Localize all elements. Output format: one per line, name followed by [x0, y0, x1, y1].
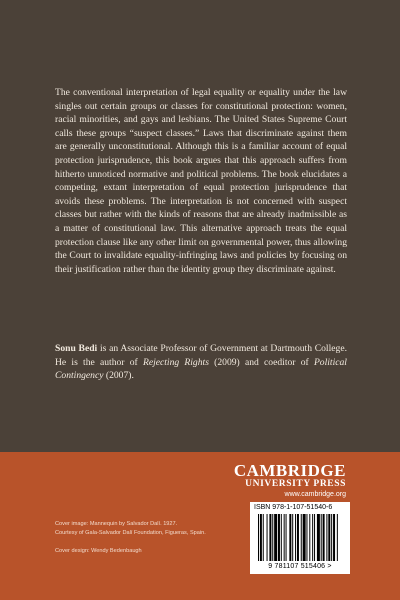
credit-image: Cover image: Mannequin by Salvador Dalí. 1927.	[55, 521, 178, 527]
barcode-icon	[258, 514, 342, 562]
isbn-label: ISBN 978-1-107-51540-6	[254, 504, 333, 511]
publisher-url: www.cambridge.org	[284, 491, 346, 498]
cover-credits	[55, 520, 235, 556]
publisher-name: CAMBRIDGE	[233, 461, 346, 480]
bio-text-3: (2007).	[103, 370, 134, 382]
credit-courtesy: Courtesy of Gala-Salvador Dalí Foundation, Figueras, Spain.	[55, 529, 206, 536]
barcode-digits: 9 781107 515406 >	[268, 563, 332, 570]
book-title-1: Rejecting Rights	[142, 356, 209, 368]
bio-text-1: is an Associate Professor of Government at Dartmouth College. He is the author of	[55, 343, 347, 368]
author-name: Sonu Bedi	[55, 343, 98, 354]
publisher-subtitle: UNIVERSITY PRESS	[245, 479, 346, 489]
publisher-logo	[234, 462, 346, 500]
author-bio	[55, 342, 347, 383]
barcode-box	[250, 502, 350, 574]
book-title-2: Political Contingency	[55, 356, 347, 382]
book-description: The conventional interpretation of legal equality or equality under the law singles out certain groups or classes for constitutional protection: women, racial minorities, and gays and lesbians. The United States Supreme Court calls these groups “suspect classes.” Laws that discriminate against them are generally unconstitutional. Although this is a familiar account of equal protection jurisprudence, this book argues that this approach suffers from hitherto unnoticed normative and political problems. The book elucidates a competing, extant interpretation of equal protection jurisprudence that avoids these problems. The interpretation is not concerned with suspect classes but rather with the kinds of reasons that are already inadmissible as a matter of constitutional law. This alternative approach treats the equal protection clause like any other limit on governmental power, thus allowing the Court to invalidate equality-infringing laws and policies by focusing on their justification rather than the identity group they discriminate against.	[55, 87, 347, 275]
credit-design: Cover design: Wendy Bedenbaugh	[55, 548, 142, 555]
bio-text-2: (2009) and coeditor of	[208, 356, 314, 368]
